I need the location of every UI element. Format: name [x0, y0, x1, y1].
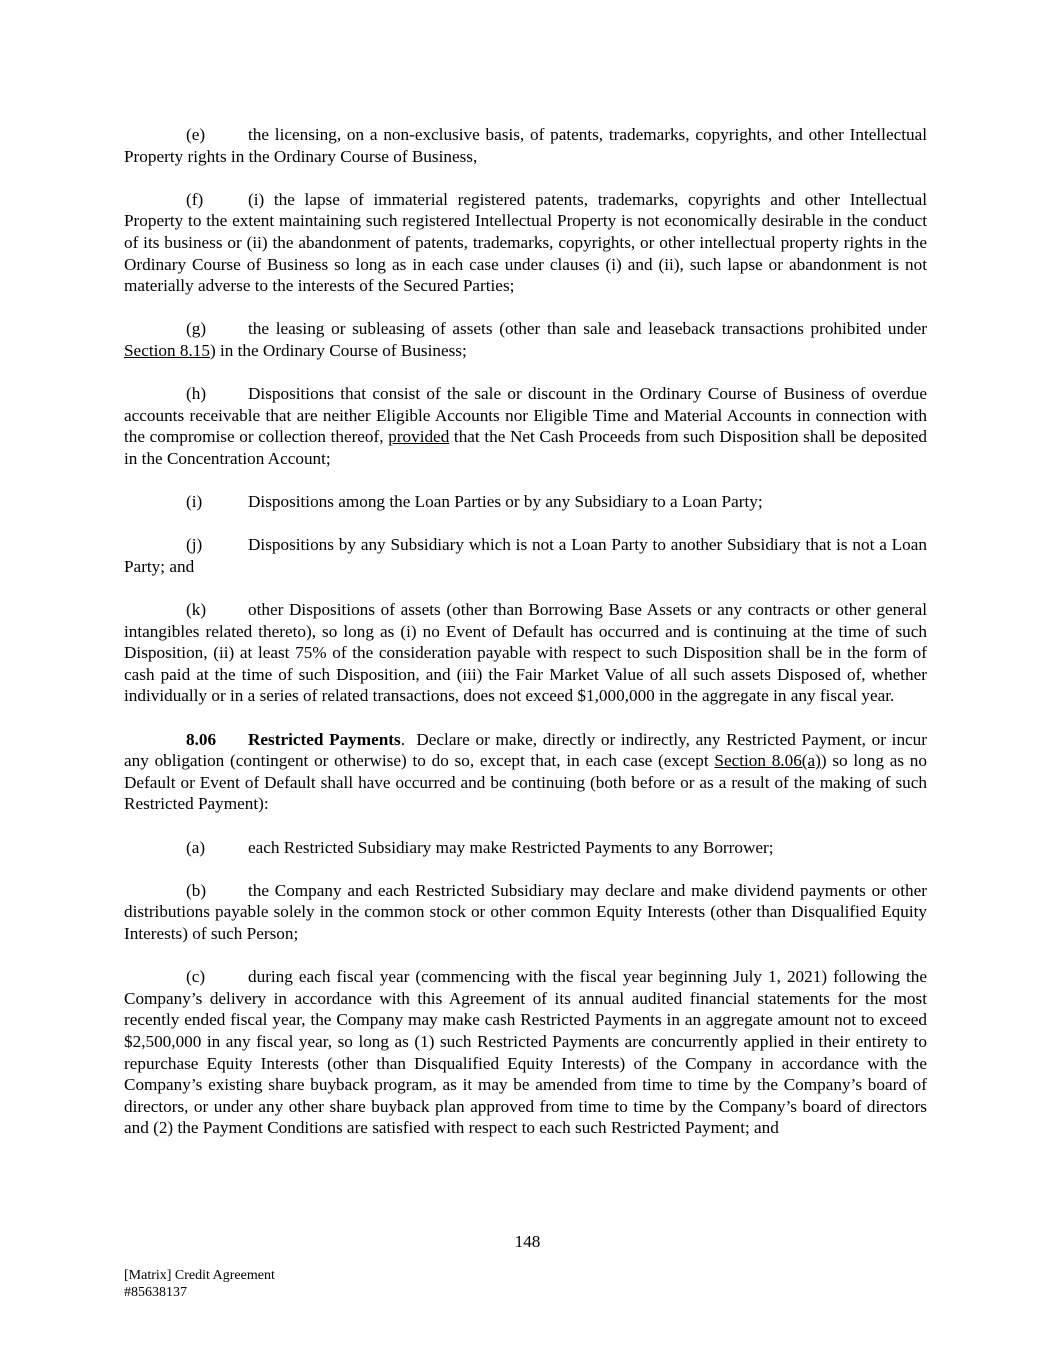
item-b	[124, 880, 927, 945]
section-text: Declare or make, directly or indirectly, any Restricted Payment, or incur any obligation (contingent or otherwise) to do so, except that, in each case (except	[124, 729, 932, 771]
section-reference-link[interactable]: Section 8.06(a)	[714, 751, 821, 771]
document-footer	[124, 1267, 275, 1301]
footer-title: [Matrix] Credit Agreement	[124, 1268, 275, 1283]
section-8-06	[124, 729, 932, 815]
paragraph-f	[124, 189, 927, 297]
item-label: (c)	[186, 967, 206, 987]
item-label: (a)	[186, 837, 206, 857]
paragraph-k	[124, 599, 927, 707]
item-text: each Restricted Subsidiary may make Restricted Payments to any Borrower;	[248, 837, 774, 857]
page-content	[124, 124, 932, 1161]
paragraph-e	[124, 124, 927, 167]
paragraph-text: Dispositions by any Subsidiary which is not a Loan Party to another Subsidiary that is not a Loan Party; and	[124, 535, 927, 576]
paragraph-label: (f)	[186, 189, 204, 209]
paragraph-text: ) in the Ordinary Course of Business;	[209, 340, 467, 360]
paragraph-i	[124, 491, 927, 513]
item-c	[124, 966, 927, 1139]
paragraph-text: the licensing, on a non-exclusive basis, of patents, trademarks, copyrights, and other Intellectual Property rights in the Ordinary Course of Business,	[124, 125, 927, 166]
paragraph-label: (i)	[186, 492, 203, 512]
section-reference-link[interactable]: Section 8.15	[124, 340, 210, 360]
paragraph-j	[124, 534, 927, 577]
paragraph-h	[124, 383, 927, 469]
item-label: (b)	[186, 880, 207, 900]
paragraph-text: Dispositions that consist of the sale or discount in the Ordinary Course of Business of overdue accounts receivable that are neither Eligible Accounts nor Eligible Time and Material Accounts in connection with the compromise or collection thereof,	[124, 384, 927, 447]
paragraph-g	[124, 318, 927, 361]
section-title-period: .	[400, 729, 405, 749]
paragraph-text: the leasing or subleasing of assets (other than sale and leaseback transactions prohibited under	[248, 319, 927, 339]
paragraph-text: (i) the lapse of immaterial registered patents, trademarks, copyrights and other Intellectual Property to the extent maintaining such registered Intellectual Property is not economically desirable in the conduct of its business or (ii) the abandonment of patents, trademarks, copyrights, or other intellectual property rights in the Ordinary Course of Business so long as in each case under clauses (i) and (ii), such lapse or abandonment is not materially adverse to the interests of the Secured Parties;	[124, 189, 927, 296]
paragraph-label: (h)	[186, 384, 207, 404]
page-number: 148	[514, 1232, 541, 1251]
paragraph-label: (j)	[186, 535, 203, 555]
paragraph-label: (e)	[186, 125, 206, 144]
paragraph-text: Dispositions among the Loan Parties or by any Subsidiary to a Loan Party;	[248, 492, 763, 512]
footer-doc-id: #85638137	[124, 1285, 187, 1300]
paragraph-text: other Dispositions of assets (other than Borrowing Base Assets or any contracts or other general intangibles related thereto), so long as (i) no Event of Default has occurred and is continuing at the time of such Disposition, (ii) at least 75% of the consideration payable with respect to such Disposition shall be in the form of cash paid at the time of such Disposition, and (iii) the Fair Market Value of all such assets Disposed of, whether individually or in a series of related transactions, does not exceed $1,000,000 in the aggregate in any fiscal year.	[124, 600, 927, 706]
paragraph-label: (k)	[186, 600, 207, 620]
item-text: during each fiscal year (commencing with the fiscal year beginning July 1, 2021) following the Company’s delivery in accordance with this Agreement of its annual audited financial statements for the most recently ended fiscal year, the Company may make cash Restricted Payments in an aggregate amount not to exceed $2,500,000 in any fiscal year, so long as (1) such Restricted Payments are concurrently applied in their entirety to repurchase Equity Interests (other than Disqualified Equity Interests) of the Company in accordance with the Company’s existing share buyback program, as it may be amended from time to time by the Company’s board of directors, or under any other share buyback plan approved from time to time by the Company’s board of directors and (2) the Payment Conditions are satisfied with respect to each such Restricted Payment; and	[124, 967, 927, 1138]
paragraph-label: (g)	[186, 319, 207, 339]
item-text: the Company and each Restricted Subsidiary may declare and make dividend payments or other distributions payable solely in the common stock or other common Equity Interests (other than Disqualified Equity Interests) of such Person;	[124, 880, 927, 943]
section-number: 8.06	[186, 729, 217, 749]
item-a	[124, 837, 927, 859]
provided-term: provided	[388, 427, 450, 447]
paragraph-text: that the Net Cash Proceeds from such Disposition shall be deposited in the Concentration Account;	[124, 427, 927, 468]
section-title: Restricted Payments	[248, 729, 401, 749]
section-text: ) so long as no Default or Event of Default shall have occurred and be continuing (both before or as a result of the making of such Restricted Payment):	[124, 751, 927, 814]
